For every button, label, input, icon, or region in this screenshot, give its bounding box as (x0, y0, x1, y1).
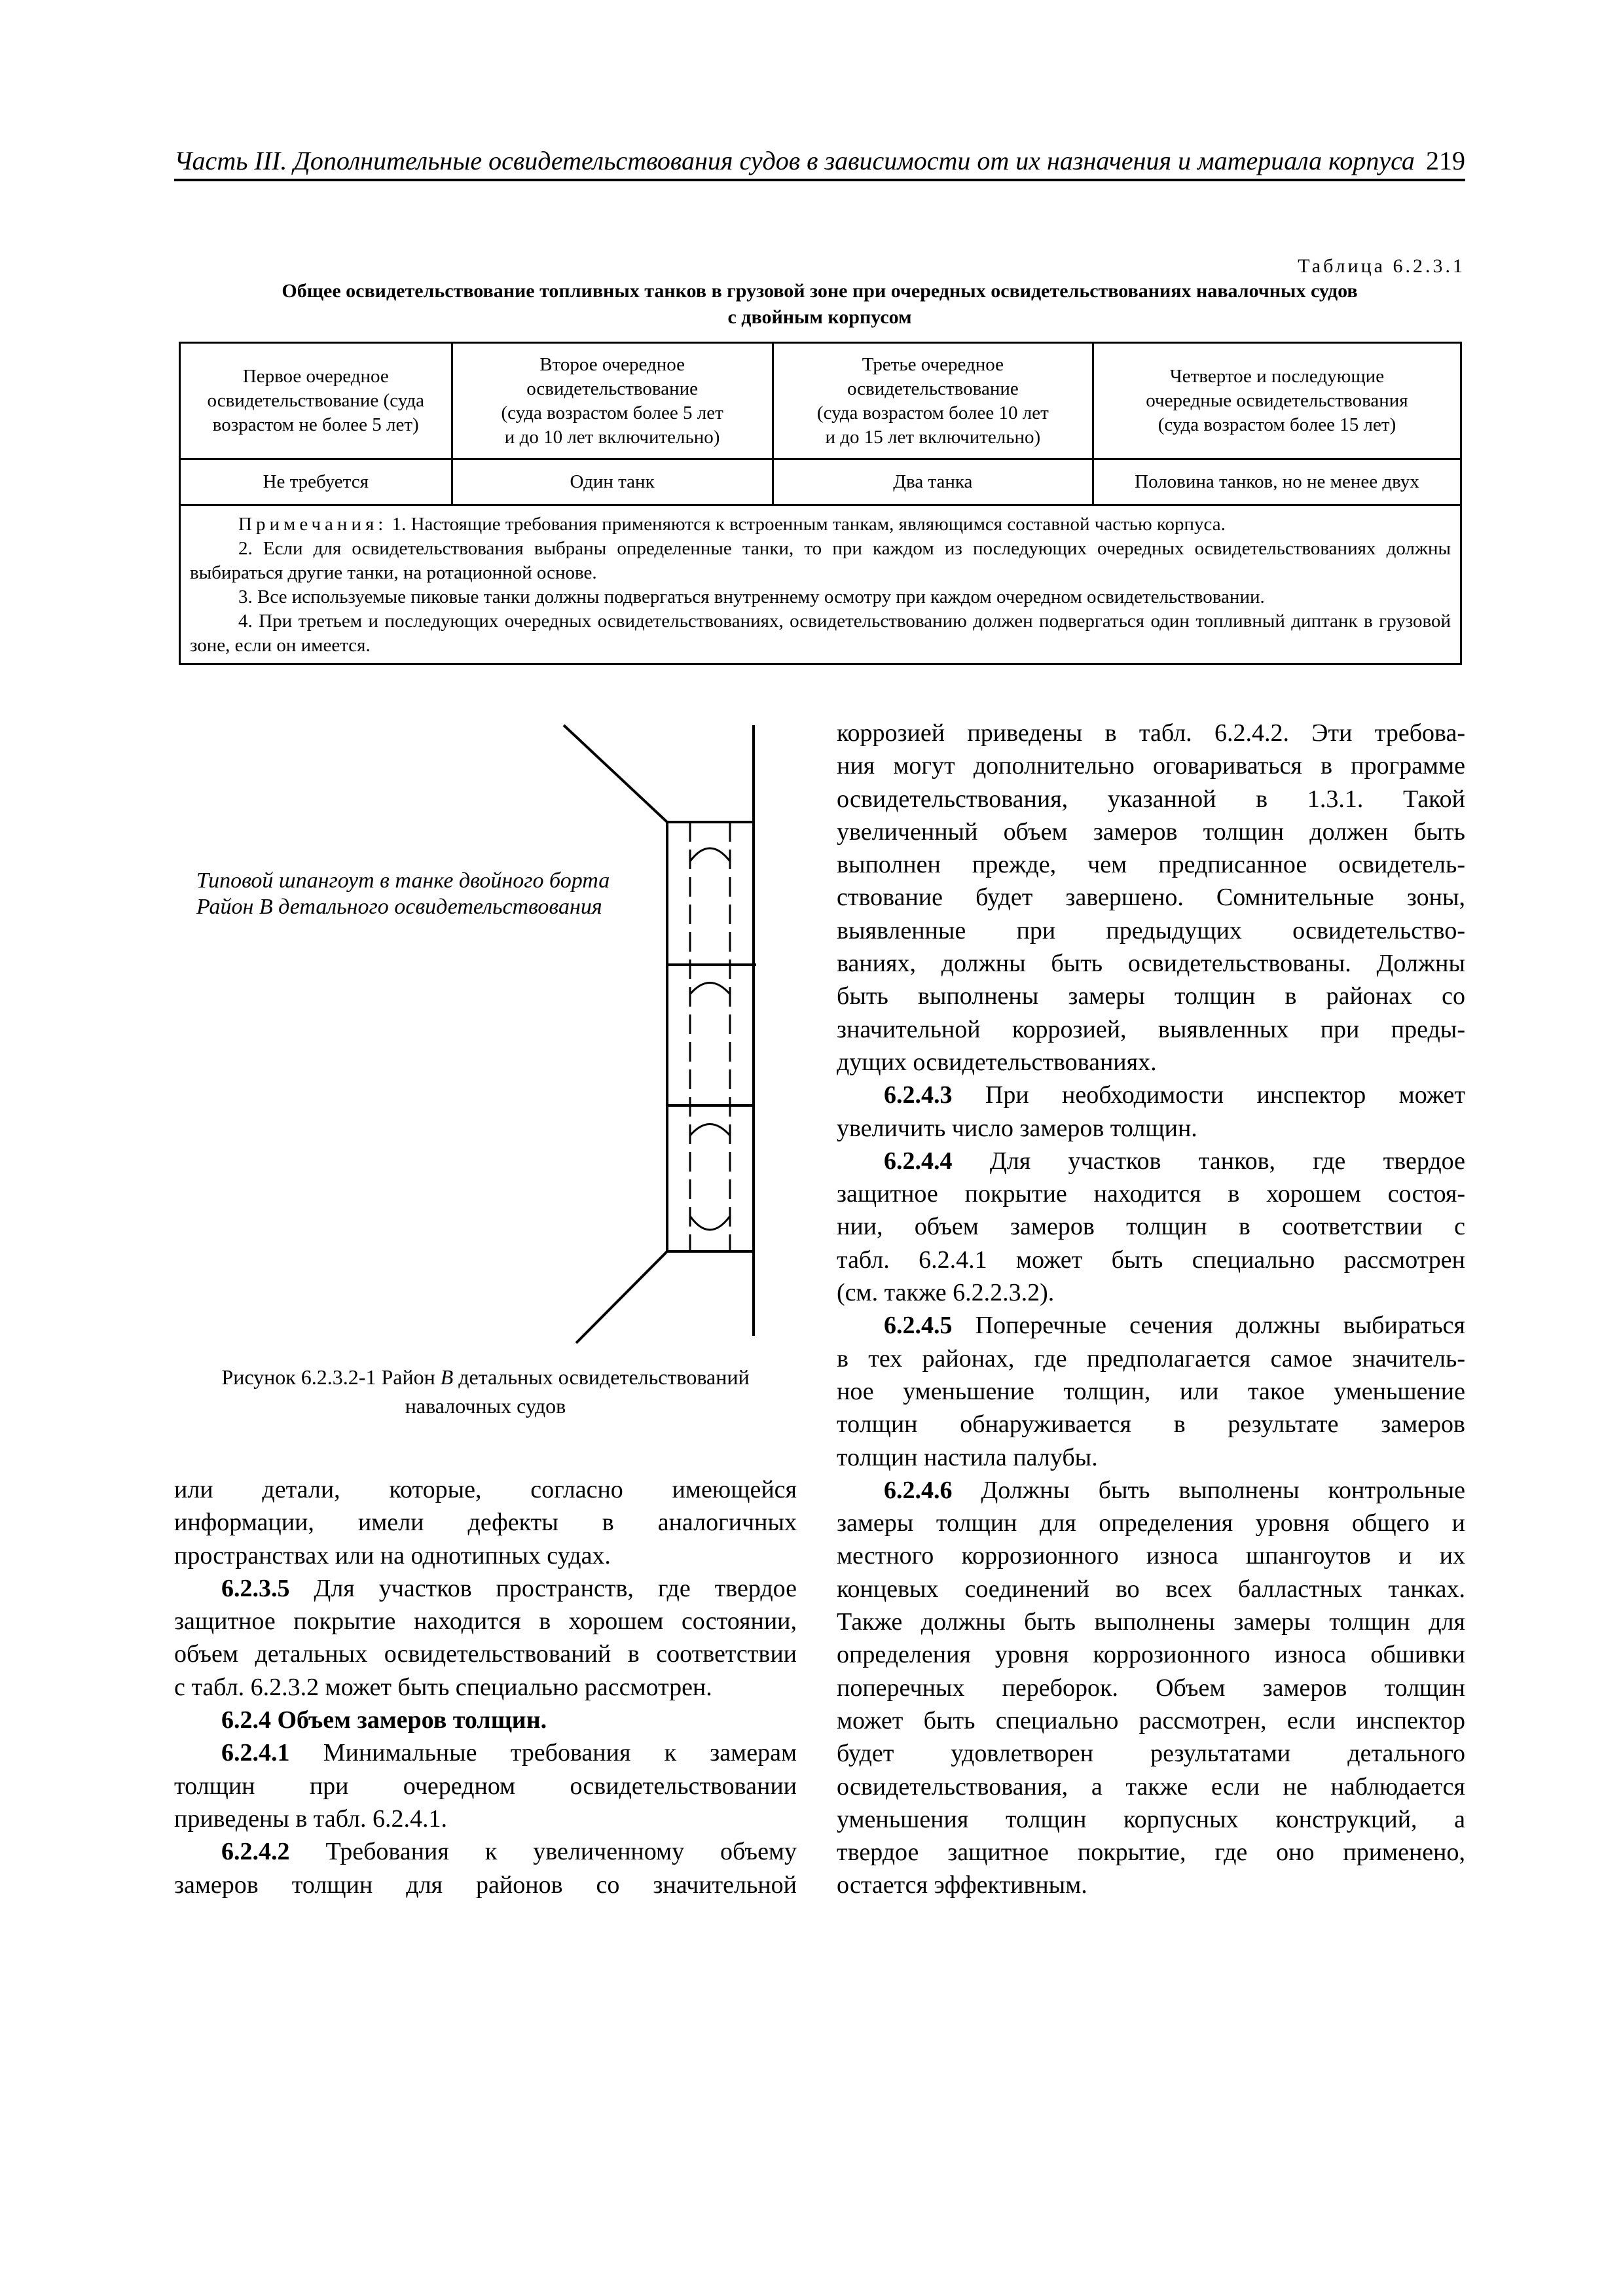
section-number: 6.2.4.2 (221, 1838, 290, 1866)
text-line (837, 1573, 1465, 1605)
text-line (837, 1079, 1465, 1111)
text-line (837, 1605, 1465, 1638)
line-text: толщин настила палубы. (837, 1443, 1098, 1471)
line-text: концевых соединений во всех балластных танках. (837, 1575, 1465, 1603)
text-line (837, 1539, 1465, 1572)
text-line (174, 1835, 797, 1868)
line-text: с табл. 6.2.3.2 может быть специально рассмотрен. (174, 1673, 712, 1701)
text-line (837, 1836, 1465, 1869)
text-line (837, 1408, 1465, 1441)
figure-label (196, 868, 610, 920)
section-number: 6.2.4.1 (221, 1739, 290, 1767)
line-text: может быть специально рассмотрен, если инспектор (837, 1706, 1465, 1734)
line-text: пространствах или на однотипных судах. (174, 1541, 611, 1570)
line-text: остается эффективным. (837, 1871, 1087, 1899)
line-text: Также должны быть выполнены замеры толщин для (837, 1608, 1465, 1636)
text-line (174, 1869, 797, 1901)
line-text: Требования к увеличенному объему (289, 1838, 797, 1866)
line-text: приведены в табл. 6.2.4.1. (174, 1804, 448, 1833)
header-cell-line: и до 15 лет включительно) (825, 426, 1041, 448)
line-text: Минимальные требования к замерам (289, 1739, 797, 1767)
line-text: в тех районах, где предполагается самое значитель- (837, 1344, 1465, 1372)
header-cell-line: Четвертое и последующие (1169, 366, 1385, 387)
line-text: объем детальных освидетельствований в соответствии (174, 1640, 797, 1668)
text-line (837, 980, 1465, 1013)
line-text: ное уменьшение толщин, или такое уменьшение (837, 1377, 1465, 1405)
line-text: толщин обнаруживается в результате замеров (837, 1410, 1465, 1439)
right-column-text (837, 717, 1465, 1902)
line-text: При необходимости инспектор может (952, 1081, 1465, 1109)
cutout-arc (690, 1216, 730, 1230)
text-line (174, 1572, 797, 1605)
text-line (837, 1013, 1465, 1046)
page-number: 219 (1426, 146, 1465, 175)
line-text: 6.2.4 Объем замеров толщин. (221, 1706, 547, 1734)
text-line (837, 1474, 1465, 1507)
header-cell-line: освидетельствование (847, 378, 1019, 399)
header-cell-line: (суда возрастом более 10 лет (816, 402, 1049, 423)
header-cell-line: (суда возрастом более 5 лет (501, 402, 723, 423)
table-title-line-2: с двойным корпусом (727, 306, 912, 328)
line-text: Для участков танков, где твердое (952, 1147, 1465, 1175)
text-line (837, 1441, 1465, 1474)
line-text: ствование будет завершено. Сомнительные зоны, (837, 884, 1465, 912)
text-line (837, 1276, 1465, 1309)
note-3: 3. Все используемые пиковые танки должны подвергаться внутреннему осмотру при каждом очередном освидетельствовании. (238, 586, 1265, 607)
text-line (837, 1803, 1465, 1836)
line-text: поперечных переборок. Объем замеров толщин (837, 1674, 1465, 1702)
figure-label-line: Район В детального освидетельствования (196, 895, 602, 919)
header-cell-line: Второе очередное (539, 353, 685, 375)
line-text: информации, имели дефекты в аналогичных (174, 1509, 797, 1537)
section-number: 6.2.4.4 (884, 1147, 953, 1175)
figure-caption (174, 1363, 797, 1420)
line-text: защитное покрытие находится в хорошем состоя- (837, 1180, 1465, 1208)
header-cell-line: (суда возрастом более 15 лет) (1158, 414, 1396, 435)
section-number: 6.2.4.3 (884, 1081, 953, 1109)
line-text: уменьшения толщин корпусных конструкций, а (837, 1805, 1465, 1833)
line-text: твердое защитное покрытие, где оно применено, (837, 1839, 1465, 1867)
caption-line-2: навалочных судов (405, 1394, 566, 1418)
text-line (837, 816, 1465, 848)
header-cell-line: освидетельствование (суда (207, 390, 424, 411)
lower-slope-line (576, 1251, 667, 1343)
text-line (837, 1210, 1465, 1243)
text-line (174, 1736, 797, 1769)
table-caption: Таблица 6.2.3.1 (1298, 255, 1465, 277)
text-line (837, 881, 1465, 914)
line-text: быть выполнены замеры толщин в районах со (837, 982, 1465, 1011)
line-text: Для участков пространств, где твердое (289, 1574, 797, 1602)
line-text: дущих освидетельствованиях. (837, 1048, 1157, 1076)
text-line (837, 947, 1465, 980)
line-text: увеличенный объем замеров толщин должен быть (837, 817, 1465, 846)
text-line (837, 1704, 1465, 1737)
line-text: табл. 6.2.4.1 может быть специально рассмотрен (837, 1246, 1465, 1274)
line-text: увеличить число замеров толщин. (837, 1114, 1197, 1142)
upper-slope-line (564, 725, 667, 822)
text-line (837, 1046, 1465, 1079)
text-line (837, 848, 1465, 881)
text-line (174, 1671, 797, 1704)
line-text: местного коррозионного износа шпангоутов и их (837, 1542, 1465, 1570)
text-line (174, 1803, 797, 1835)
note-2: 2. Если для освидетельствования выбраны определенные танки, то при каждом из последующих очередных освидетельствованиях должны выбираться другие танки, на ротационной основе. (190, 538, 1451, 583)
line-text: Должны быть выполнены контрольные (952, 1476, 1465, 1504)
header-cell-line: и до 10 лет включительно) (504, 426, 720, 448)
text-line (837, 1869, 1465, 1901)
line-text: будет удовлетворен результатами детального (837, 1740, 1465, 1768)
text-line (837, 749, 1465, 782)
line-text: или детали, которые, согласно имеющейся (174, 1476, 797, 1503)
text-line (174, 1770, 797, 1803)
table-cell: Не требуется (180, 459, 452, 505)
left-column-text (174, 1473, 797, 1901)
text-line (174, 1506, 797, 1539)
line-text: значительной коррозией, выявленных при преды- (837, 1015, 1465, 1043)
line-text: замеры толщин для определения уровня общего и (837, 1509, 1465, 1537)
cutout-arc (690, 983, 730, 995)
text-line (837, 1638, 1465, 1671)
table-title-line-1: Общее освидетельствование топливных танков в грузовой зоне при очередных освидетельствованиях навалочных судов (282, 280, 1358, 302)
text-line (837, 1770, 1465, 1803)
line-text: коррозией приведены в табл. 6.2.4.2. Эти требова- (837, 719, 1465, 747)
text-line (837, 1342, 1465, 1375)
line-text: освидетельствования, а также если не наблюдается (837, 1772, 1465, 1801)
header-cell-line: Третье очередное (862, 353, 1004, 375)
caption-prefix: Рисунок 6.2.3.2-1 Район (221, 1365, 441, 1389)
line-text: замеров толщин для районов со значительной (174, 1871, 797, 1899)
line-text: выполнен прежде, чем предписанное освидетель- (837, 851, 1465, 879)
line-text: выявленные при предыдущих освидетельство- (837, 916, 1465, 944)
line-text: толщин при очередном освидетельствовании (174, 1772, 797, 1800)
line-text: нии, объем замеров толщин в соответствии с (837, 1213, 1465, 1241)
note-text: 1. Настоящие требования применяются к встроенным танкам, являющимся составной частью корпуса. (392, 514, 1226, 535)
text-line (837, 1112, 1465, 1145)
cutout-arc (690, 848, 730, 861)
caption-italic: В (440, 1365, 454, 1389)
text-line (174, 1605, 797, 1638)
line-text: определения уровня коррозионного износа обшивки (837, 1641, 1465, 1669)
table-cell: Один танк (452, 459, 773, 505)
table-cell: Половина танков, но не менее двух (1093, 459, 1461, 505)
text-line (837, 1737, 1465, 1770)
text-line (837, 1507, 1465, 1539)
text-line (837, 914, 1465, 947)
section-number: 6.2.3.5 (221, 1574, 290, 1602)
text-line (837, 783, 1465, 816)
text-line (837, 1375, 1465, 1408)
line-text: Поперечные сечения должны выбираться (952, 1312, 1465, 1340)
header-cell-line: очередные освидетельствования (1146, 390, 1408, 411)
note-4: 4. При третьем и последующих очередных освидетельствованиях, освидетельствованию должен подвергаться один топливный диптанк в грузовой зоне, если он имеется. (190, 611, 1451, 656)
line-text: защитное покрытие находится в хорошем состоянии, (174, 1607, 797, 1636)
running-header-title: Часть III. Дополнительные освидетельствования судов в зависимости от их назначения и материала корпуса (174, 146, 1415, 175)
text-line (837, 717, 1465, 749)
header-cell-line: Первое очередное (242, 366, 389, 387)
text-line (837, 1177, 1465, 1210)
text-line (837, 1145, 1465, 1177)
notes-label: Примечания: (238, 514, 388, 535)
section-number: 6.2.4.5 (884, 1312, 953, 1340)
section-number: 6.2.4.6 (884, 1476, 953, 1504)
line-text: (см. также 6.2.2.3.2). (837, 1279, 1055, 1307)
text-line (837, 1309, 1465, 1342)
text-line (174, 1638, 797, 1670)
caption-suffix: детальных освидетельствований (453, 1365, 750, 1389)
figure-label-line: Типовой шпангоут в танке двойного борта (196, 869, 610, 893)
text-line (174, 1539, 797, 1572)
text-line (837, 1244, 1465, 1276)
text-line (174, 1704, 797, 1736)
text-line (174, 1473, 797, 1506)
line-text: ния могут дополнительно оговариваться в программе (837, 752, 1465, 780)
table-cell: Два танка (773, 459, 1093, 505)
cutout-arc (690, 1124, 730, 1136)
header-cell-line: возрастом не более 5 лет) (212, 414, 419, 435)
header-cell-line: освидетельствование (526, 378, 699, 399)
text-line (837, 1672, 1465, 1704)
line-text: освидетельствования, указанной в 1.3.1. Такой (837, 785, 1465, 813)
line-text: ваниях, должны быть освидетельствованы. Должны (837, 950, 1465, 978)
